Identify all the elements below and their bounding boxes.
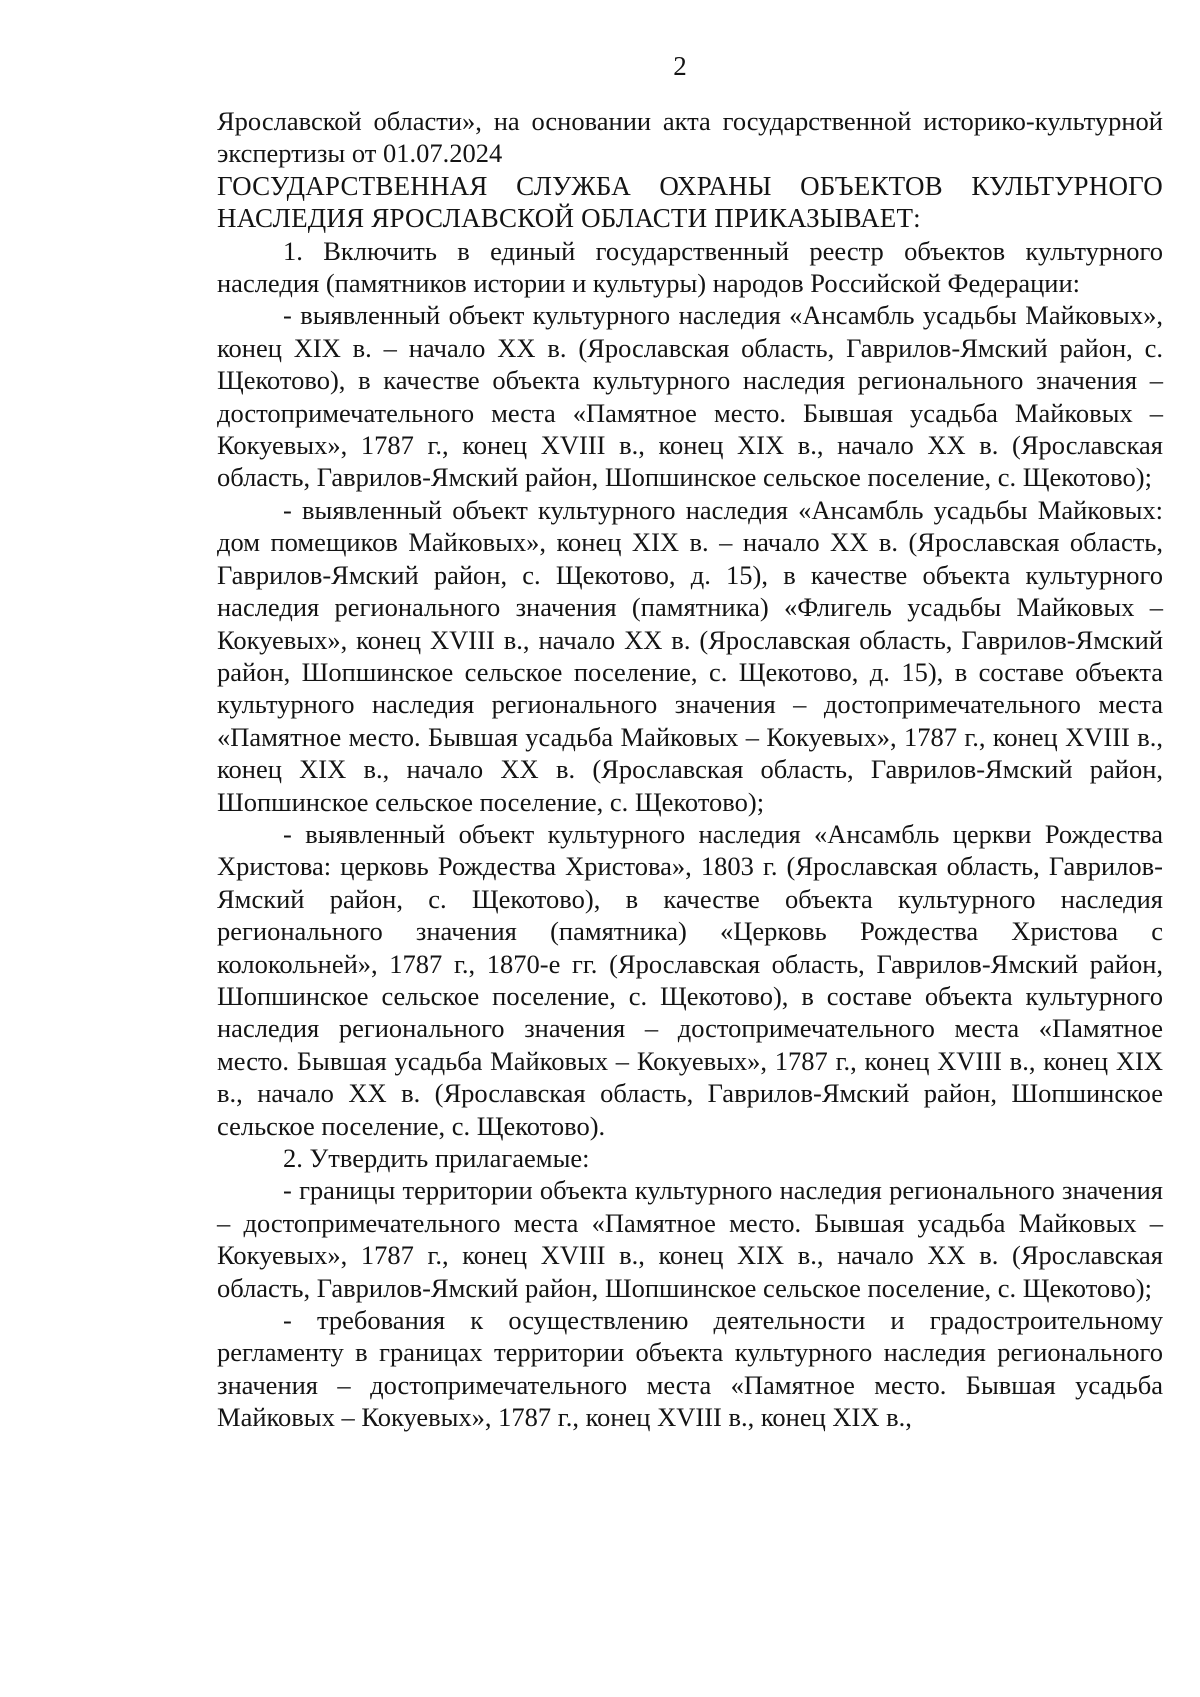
item-1-include-in-registry: 1. Включить в единый государственный реестр объектов культурного наследия (памятников истории и культуры) народов Российской Федерации: bbox=[217, 235, 1163, 299]
item-2-activity-requirements: - требования к осуществлению деятельности и градостроительному регламенту в границах территории объекта культурного наследия регионального значения – достопримечательного места «Памятное место. Бывшая усадьба Майковых – Кокуевых», 1787 г., конец XVIII в., конец XIX в., bbox=[217, 1305, 1163, 1433]
item-2-approve: 2. Утвердить прилагаемые: bbox=[283, 1143, 590, 1173]
item-2-territory-boundaries: - границы территории объекта культурного наследия регионального значения – достопримечательного места «Памятное место. Бывшая усадьба Майковых – Кокуевых», 1787 г., конец XVIII в., конец XIX в., начало XX в. (Ярославская область, Гаврилов-Ямский район, Шопшинское сельское поселение, с. Щекотово); bbox=[217, 1175, 1163, 1303]
document-body bbox=[217, 105, 1163, 1434]
order-heading: ГОСУДАРСТВЕННАЯ СЛУЖБА ОХРАНЫ ОБЪЕКТОВ КУЛЬТУРНОГО НАСЛЕДИЯ ЯРОСЛАВСКОЙ ОБЛАСТИ ПРИКАЗЫВАЕТ: bbox=[217, 170, 1163, 234]
item-1-object-church: - выявленный объект культурного наследия «Ансамбль церкви Рождества Христова: церковь Рождества Христова», 1803 г. (Ярославская область, Гаврилов-Ямский район, с. Щекотово), в качестве объекта культурного наследия регионального значения (памятника) «Церковь Рождества Христова с колокольней», 1787 г., 1870-е гг. (Ярославская область, Гаврилов-Ямский район, Шопшинское сельское поселение, с. Щекотово), в составе объекта культурного наследия регионального значения – достопримечательного места «Памятное место. Бывшая усадьба Майковых – Кокуевых», 1787 г., конец XVIII в., конец XIX в., начало XX в. (Ярославская область, Гаврилов-Ямский район, Шопшинское сельское поселение, с. Щекотово). bbox=[217, 818, 1163, 1141]
page-number: 2 bbox=[673, 51, 687, 81]
item-1-object-landowners-house: - выявленный объект культурного наследия «Ансамбль усадьбы Майковых: дом помещиков Майковых», конец XIX в. – начало XX в. (Ярославская область, Гаврилов-Ямский район, с. Щекотово, д. 15), в качестве объекта культурного наследия регионального значения (памятника) «Флигель усадьбы Майковых – Кокуевых», конец XVIII в., начало XX в. (Ярославская область, Гаврилов-Ямский район, Шопшинское сельское поселение, с. Щекотово, д. 15), в составе объекта культурного наследия регионального значения – достопримечательного места «Памятное место. Бывшая усадьба Майковых – Кокуевых», 1787 г., конец XVIII в., конец XIX в., начало XX в. (Ярославская область, Гаврилов-Ямский район, Шопшинское сельское поселение, с. Щекотово); bbox=[217, 494, 1163, 817]
item-1-object-estate-ensemble: - выявленный объект культурного наследия «Ансамбль усадьбы Майковых», конец XIX в. – начало XX в. (Ярославская область, Гаврилов-Ямский район, с. Щекотово), в качестве объекта культурного наследия регионального значения – достопримечательного места «Памятное место. Бывшая усадьба Майковых – Кокуевых», 1787 г., конец XVIII в., конец XIX в., начало XX в. (Ярославская область, Гаврилов-Ямский район, Шопшинское сельское поселение, с. Щекотово); bbox=[217, 300, 1163, 493]
intro-paragraph: Ярославской области», на основании акта государственной историко-культурной экспертизы от 01.07.2024 bbox=[217, 106, 1163, 169]
